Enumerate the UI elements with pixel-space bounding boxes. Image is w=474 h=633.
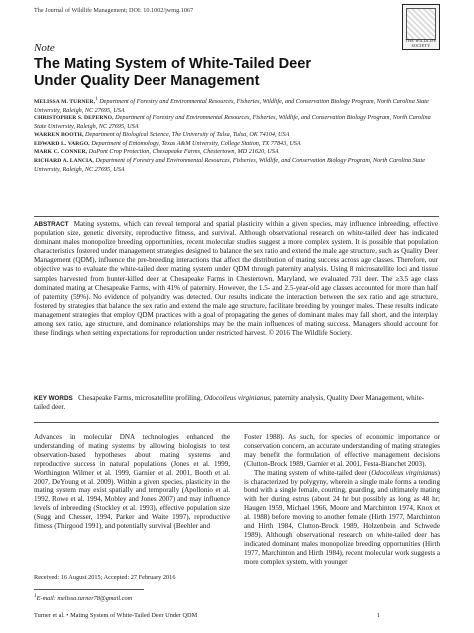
abstract-bottom-divider [34,422,439,423]
author-affiliation: Department of Forestry and Environmental Resources, Fisheries, Wildlife, and Conservation Biology Program, North Carolina State University, Raleigh, NC 27695, USA [34,98,429,114]
keywords-text-end: , paternity analysis, Quality Deer Management, white-tailed deer. [34,394,425,412]
author-entry [34,148,438,157]
page-footer [34,612,380,619]
footer-text: Turner et al. • Mating System of White-Tailed Deer Under QDM [34,612,198,619]
author-entry [34,114,438,130]
abstract-label: ABSTRACT [34,221,69,228]
author-name: MELISSA M. TURNER, [34,99,96,106]
journal-header: The Journal of Wildlife Management; DOI: 10.1002/jwmg.1067 [34,7,194,14]
received-dates: Received: 16 August 2015; Accepted: 27 February 2016 [34,574,176,581]
author-affiliation: Department of Entomology, Texas A&M University, College Station, TX 77843, USA [91,139,301,147]
author-entry [34,140,438,149]
author-footnote-mark: 1 [95,96,98,102]
body-paragraph [244,469,440,567]
author-list [34,96,438,173]
author-affiliation: DuPont Crop Protection, Chesapeake Farms, Chestertown, MD 21620, USA [88,148,279,156]
keywords-species: Odocoileus virginianus [203,394,270,402]
author-entry [34,157,438,173]
corresponding-email [34,593,132,602]
logo-text: THE WILDLIFE SOCIETY [405,38,437,48]
body-column-left [34,433,230,531]
author-affiliation: Department of Forestry and Environmental Resources, Fisheries, Wildlife, and Conservation Biology Program, North Carolina State University, Raleigh, NC 27695, USA [34,114,431,131]
paragraph-text-end: ) is characterized by polygyny, wherein a single male forms a tending bond with a single female, courting, guarding, and ultimately mating with her during estrus (about 24 hr but possibly as long as 48 hr; Haugen 1959, Michael 1966, Moore and Marchinton 1974, Knox et al. 1988) before moving to another female (Hirth 1977, Marchinton and Hirth 1984, Clutton-Brock 1989, Holzenbein and Schwede 1989). Although observational research on white-tailed deer has indicated dominant males monopolize breeding opportunities (Hirth 1977, Marchinton and Hirth 1984), recent molecular work suggests a more complex system, with younger [244,468,441,566]
author-entry [34,96,438,114]
abstract-text: Mating systems, which can reveal temporal and spatial plasticity within a given species, may influence inbreeding, effective population size, genetic diversity, reproductive fitness, and survival. Although observational research on white-tailed deer has indicated dominant males monopolize breeding opportunities, recent molecular studies suggest a more complex system. It is possible that population characteristics fostered under management strategies designed to balance the sex ratio and extend the male age structure, such as Quality Deer Management (QDM), influence the pre-breeding interactions that affect the distribution of mating success across age classes. Therefore, our objective was to evaluate the white-tailed deer mating system under QDM through paternity analysis. Using 8 microsatellite loci and tissue samples harvested from hunter-killed deer at Chesapeake Farms in Chestertown, Maryland, we evaluated 731 deer. The ≥3.5 age class dominated mating at Chesapeake Farms, with 41% of paternity. However, the 1.5- and 2.5-year-old age classes accounted for more than half of paternity (59%). No evidence of polyandry was detected. Our results indicate the interaction between the sex ratio and age structure, fostered by strategies that balance the sex ratio and extend the male age structure, facilitate breeding by younger males. These results indicate management strategies that employ QDM practices with a goal of propagating the genes of dominant males may fall short, and the interplay among sex ratio, age structure, and dominance relationships may be the main influences of mating success. Managers should account for these findings when setting expectations for reproduction under restricted harvest. © 2016 The Wildlife Society. [34,220,439,338]
keywords [34,394,438,412]
author-affiliation: Department of Biological Science, The University of Tulsa, Tulsa, OK 74104, USA [85,130,290,138]
email-text: E-mail: melissa.turner78@gmail.com [36,595,133,603]
body-paragraph: Advances in molecular DNA technologies enhanced the understanding of mating systems by allowing biologists to test observation-based hypotheses about mating systems and reproductive success in natural populations (Jones et al. 1999, Worthington Wilmer et al. 1999, Garnier et al. 2001, Booth et al. 2007, DeYoung et al. 2009). Within a given species, plasticity in the mating system may exist spatially and temporally (Apollonio et al. 1992, Rowe et al. 1994, Mobley and Jones 2007) and may influence levels of inbreeding (Stockley et al. 1993), effective population size (Sugg and Chesser, 1994, Parker and Waite 1997), reproductive fitness (Thirgood 1991), and potentially survival (Beehler and [34,433,230,531]
footnote-divider [34,589,144,590]
abstract [34,220,438,338]
author-name: MARK C. CONNER, [34,149,88,156]
page-number: 1 [376,612,380,619]
author-name: RICHARD A. LANCIA, [34,157,94,164]
society-logo [402,4,440,50]
keywords-label: KEY WORDS [34,395,73,402]
author-affiliation: Department of Forestry and Environmental Resources, Fisheries, Wildlife, and Conservation Biology Program, North Carolina State University, Raleigh, NC 27695, USA [34,156,425,173]
author-name: EDWARD L. VARGO, [34,140,90,147]
abstract-top-divider [34,216,439,217]
body-paragraph: Foster 1988). As such, for species of economic importance or conservation concern, an accurate understanding of mating strategies may benefit the formulation of effective management decisions (Clutton-Brock 1989, Garnier et al. 2001, Festa-Bianchet 2003). [244,433,440,468]
logo-emblem [406,8,436,40]
article-title [34,56,444,90]
article-type-label: Note [34,42,55,54]
body-column-right [244,433,440,567]
author-entry [34,131,438,140]
email-footnote-mark: 1 [34,593,37,599]
title-line-1: The Mating System of White-Tailed Deer [34,56,312,72]
paragraph-text: The mating system of white-tailed deer ( [254,468,372,477]
title-line-2: Under Quality Deer Management [34,73,260,89]
species-name: Odocoileus virginianus [371,468,438,477]
keywords-text: Chesapeake Farms, microsatellite profiling, [78,394,204,402]
author-name: CHRISTOPHER S. DEPERNO, [34,115,114,122]
author-name: WARREN BOOTH, [34,131,84,138]
